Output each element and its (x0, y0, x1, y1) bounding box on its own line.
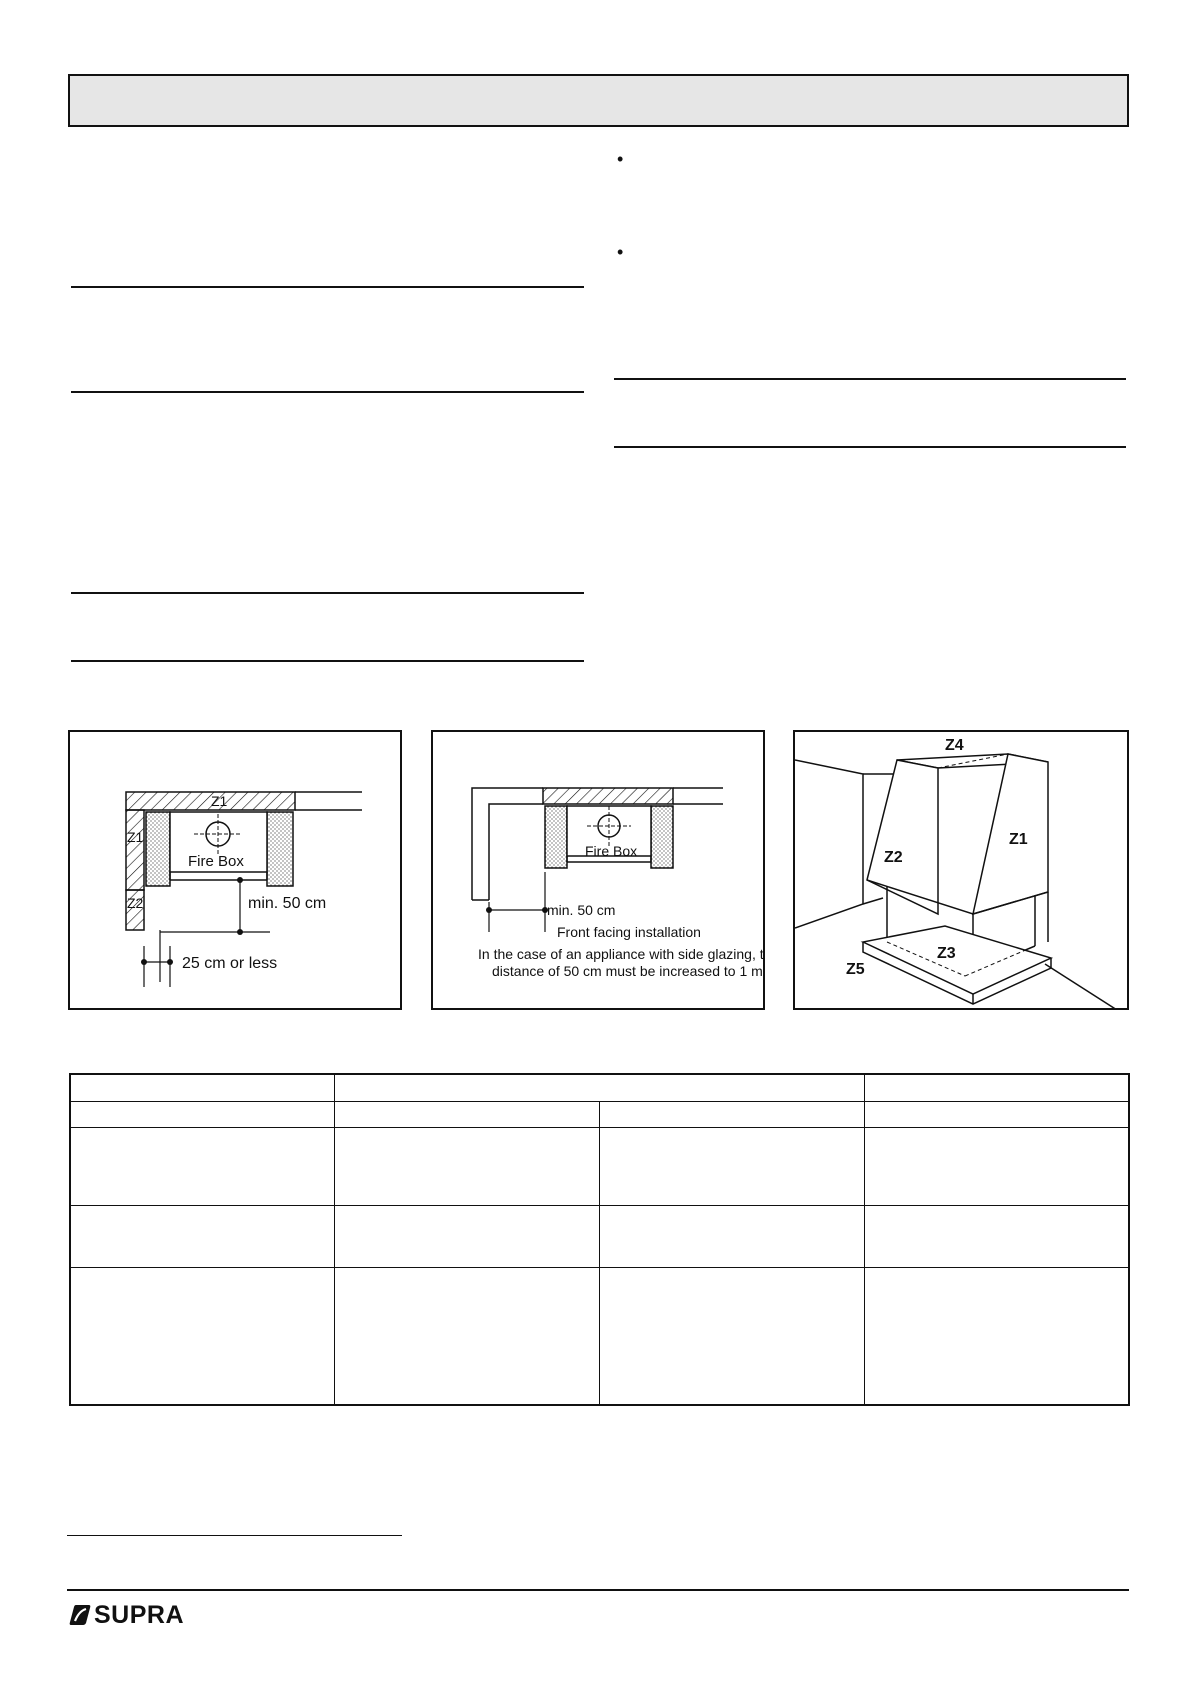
note-line: In the case of an appliance with side glazing, t (478, 946, 764, 962)
footnote-rule (67, 1535, 402, 1536)
supra-leaf-icon (68, 1603, 92, 1627)
note-line: distance of 50 cm must be increased to 1 m (492, 963, 763, 979)
logo-text: SUPRA (94, 1601, 185, 1629)
distance-label: min. 50 cm (547, 902, 616, 918)
section-rule (614, 446, 1126, 448)
offset-label: 25 cm or less (182, 955, 278, 972)
corner-installation-diagram (70, 732, 402, 1010)
section-rule (71, 286, 584, 288)
zone-label: Z1 (211, 793, 228, 809)
firebox-label: Fire Box (188, 853, 244, 870)
figure-zones-3d (793, 730, 1129, 1010)
zones-3d-diagram (795, 732, 1129, 1010)
bullet-marker: • (617, 149, 624, 169)
zone-label: Z5 (846, 961, 865, 978)
footer-rule (67, 1589, 1129, 1591)
section-rule (71, 660, 584, 662)
table-col-divider (334, 1075, 335, 1404)
front-installation-diagram (433, 732, 765, 1010)
distance-label: min. 50 cm (248, 895, 327, 912)
section-rule (614, 378, 1126, 380)
figure-corner-installation (68, 730, 402, 1010)
zone-label: Z4 (945, 737, 964, 754)
zone-label: Z2 (884, 849, 903, 866)
table-col-divider (864, 1075, 865, 1404)
clearance-table (69, 1073, 1130, 1406)
zone-label: Z3 (937, 945, 956, 962)
figure-front-installation (431, 730, 765, 1010)
section-rule (71, 391, 584, 393)
zone-label: Z2 (127, 895, 144, 911)
supra-logo (68, 1602, 184, 1628)
bullet-marker: • (617, 242, 624, 262)
firebox-label: Fire Box (585, 843, 638, 859)
zone-label: Z1 (1009, 831, 1028, 848)
section-rule (71, 592, 584, 594)
installation-caption: Front facing installation (557, 924, 701, 940)
header-bar (68, 74, 1129, 127)
zone-label: Z1 (127, 829, 144, 845)
table-col-divider (599, 1101, 600, 1404)
